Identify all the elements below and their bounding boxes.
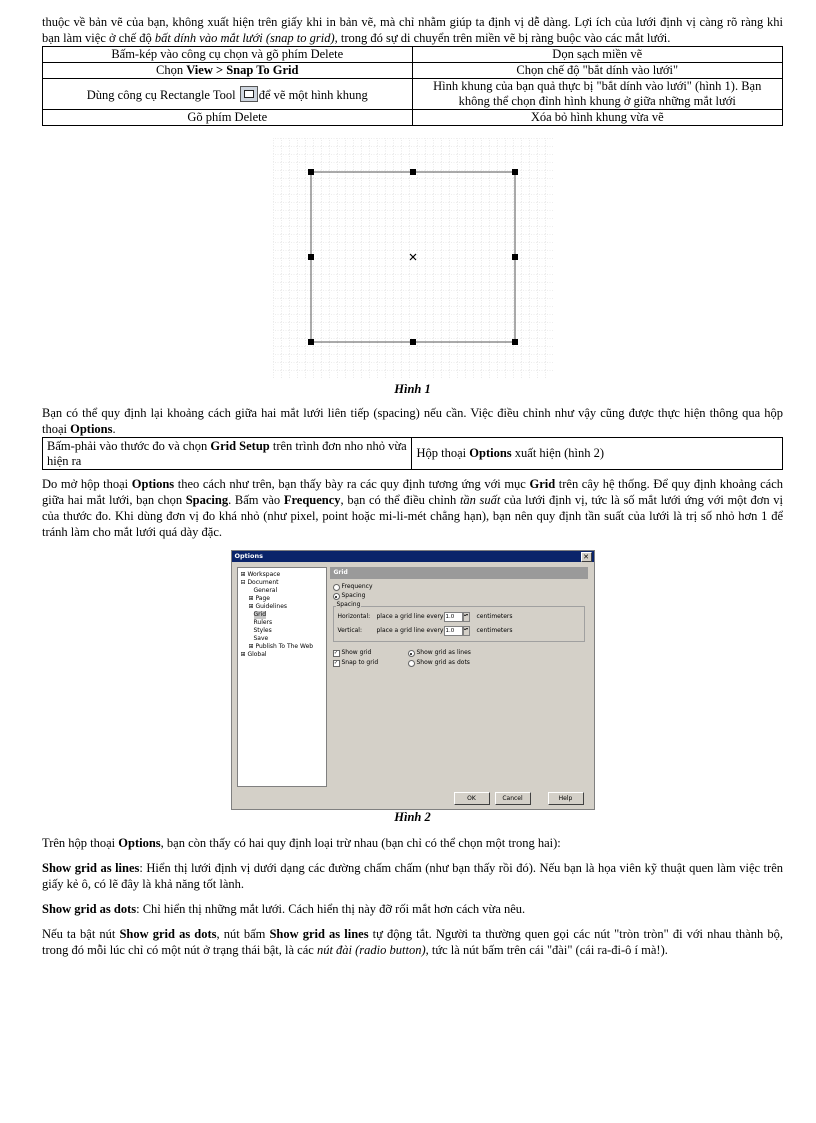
figure-1 bbox=[42, 138, 783, 397]
close-icon[interactable]: ✕ bbox=[581, 552, 592, 562]
handle-middle-right bbox=[512, 254, 518, 260]
vertical-spacing-input[interactable]: 1.0 bbox=[444, 626, 463, 636]
handle-bottom-center bbox=[410, 339, 416, 345]
horizontal-unit: centimeters bbox=[476, 613, 513, 620]
rectangle-tool-icon bbox=[240, 86, 258, 102]
grid-pane-title: Grid bbox=[330, 567, 588, 579]
show-grid-as-dots-label: Show grid as dots bbox=[416, 659, 470, 666]
tree-item-page[interactable]: ⊞ Page bbox=[248, 595, 270, 602]
tree-item-styles[interactable]: Styles bbox=[253, 627, 272, 634]
options-tree bbox=[237, 567, 327, 787]
horizontal-label: Horizontal: bbox=[337, 613, 371, 620]
table-cell: Xóa bỏ hình khung vừa vẽ bbox=[412, 110, 783, 126]
table-cell: Chọn chế độ "bắt dính vào lưới" bbox=[412, 63, 783, 79]
tree-item-general[interactable]: General bbox=[253, 587, 278, 594]
table-cell: Dùng công cụ Rectangle Tool để vẽ một hình khung bbox=[43, 79, 413, 110]
table-cell: Hình khung của bạn quả thực bị "bắt dính vào lưới" (hình 1). Bạn không thể chọn đỉnh hình khung ở giữa những mắt lưới bbox=[412, 79, 783, 110]
frequency-label: Frequency bbox=[341, 583, 373, 590]
spacing-label: Spacing bbox=[341, 592, 366, 599]
tree-item-global[interactable]: ⊞ Global bbox=[240, 651, 267, 658]
help-button[interactable]: Help bbox=[548, 792, 584, 805]
spacing-radio[interactable] bbox=[333, 593, 340, 600]
handle-middle-left bbox=[308, 254, 314, 260]
show-grid-as-lines-label: Show grid as lines bbox=[416, 649, 471, 656]
cancel-button[interactable]: Cancel bbox=[495, 792, 531, 805]
tree-item-document[interactable]: ⊟ Document bbox=[240, 579, 279, 586]
table-row bbox=[43, 79, 783, 110]
exclusive-options-paragraph: Trên hộp thoại Options, bạn còn thấy có hai quy định loại trừ nhau (bạn chỉ có thể chọn một trong hai): bbox=[42, 836, 561, 850]
vertical-unit: centimeters bbox=[476, 627, 513, 634]
spacing-group-label: Spacing bbox=[336, 601, 361, 608]
tree-item-guidelines[interactable]: ⊞ Guidelines bbox=[248, 603, 288, 610]
vertical-label: Vertical: bbox=[337, 627, 362, 634]
handle-top-right bbox=[512, 169, 518, 175]
table-cell: Bấm-phải vào thước đo và chọn Grid Setup trên trình đơn nho nhỏ vừa hiện ra bbox=[43, 438, 412, 470]
snap-steps-table bbox=[42, 46, 783, 126]
vertical-place-label: place a grid line every bbox=[376, 627, 444, 634]
table-row bbox=[43, 438, 783, 470]
snap-grid-rectangle-illustration bbox=[273, 138, 553, 378]
handle-top-center bbox=[410, 169, 416, 175]
tree-item-workspace[interactable]: ⊞ Workspace bbox=[240, 571, 281, 578]
show-grid-label: Show grid bbox=[341, 649, 372, 656]
document-page bbox=[42, 14, 783, 958]
table-cell: Hộp thoại Options xuất hiện (hình 2) bbox=[412, 438, 783, 470]
ok-button[interactable]: OK bbox=[454, 792, 490, 805]
intro-paragraph: thuộc về bản vẽ của bạn, không xuất hiện trên giấy khi in bản vẽ, mà chỉ nhằm giúp ta định vị dễ dàng. Lợi ích của lưới định vị càng rõ ràng khi bạn làm việc ở chế độ bất dính vào mắt lưới (snap to grid), trong đó sự di chuyển trên miền vẽ bị ràng buộc vào các mắt lưới. bbox=[42, 15, 783, 45]
frequency-radio[interactable] bbox=[333, 584, 340, 591]
table-cell: Gõ phím Delete bbox=[43, 110, 413, 126]
horizontal-spacing-input[interactable]: 1.0 bbox=[444, 612, 463, 622]
table-row bbox=[43, 47, 783, 63]
handle-bottom-left bbox=[308, 339, 314, 345]
show-grid-as-lines-radio[interactable] bbox=[408, 650, 415, 657]
show-grid-as-dots-radio[interactable] bbox=[408, 660, 415, 667]
options-dialog bbox=[231, 550, 595, 810]
figure-2 bbox=[42, 550, 783, 825]
show-grid-dots-paragraph: Show grid as dots: Chỉ hiển thị những mắt lưới. Cách hiển thị này đỡ rối mắt hơn cách vừa nêu. bbox=[42, 902, 526, 916]
handle-bottom-right bbox=[512, 339, 518, 345]
spacing-paragraph: Bạn có thể quy định lại khoảng cách giữa hai mắt lưới liên tiếp (spacing) nếu cần. Việc điều chỉnh như vậy cũng được thực hiện thông qua hộp thoại Options. bbox=[42, 406, 783, 436]
radio-button-paragraph: Nếu ta bật nút Show grid as dots, nút bấm Show grid as lines tự động tắt. Người ta thường quen gọi các nút "tròn tròn" đi với nhau thành bộ, trong đó mỗi lúc chỉ có một nút ở trạng thái bật, là các nút đài (radio button), tức là nút bấm trên cái "đài" (cái ra-đi-ô í mà!). bbox=[42, 927, 783, 957]
figure-1-caption: Hình 1 bbox=[394, 382, 431, 396]
snap-to-grid-label: Snap to grid bbox=[341, 659, 379, 666]
show-grid-lines-paragraph: Show grid as lines: Hiển thị lưới định vị dưới dạng các đường chấm chấm (như bạn thấy rồi đó). Nếu bạn là họa viên kỹ thuật quen làm việc trên giấy kẻ ô, có lẽ đây là khả năng tốt lành. bbox=[42, 861, 783, 891]
grid-setup-table bbox=[42, 437, 783, 470]
table-row bbox=[43, 110, 783, 126]
horizontal-spinner[interactable]: ▴▾ bbox=[463, 612, 470, 622]
tree-item-publish[interactable]: ⊞ Publish To The Web bbox=[248, 643, 314, 650]
snap-to-grid-checkbox[interactable]: ✓ bbox=[333, 660, 339, 666]
options-paragraph: Do mở hộp thoại Options theo cách như trên, bạn thấy bày ra các quy định tương ứng với mục Grid trên cây hệ thống. Để quy định khoảng cách giữa hai mắt lưới, bạn chọn Spacing. Bấm vào Frequency, bạn có thể điều chỉnh tần suất của lưới định vị, tức là số mắt lưới ứng với một đơn vị của thước đo. Khi dùng đơn vị đo khá nhỏ (như pixel, point hoặc mi-li-mét chẳng hạn), bạn nên quy định tần suất của lưới là trị số nhỏ hơn 1 để tránh làm cho mắt lưới quá dày đặc. bbox=[42, 477, 783, 539]
tree-item-grid[interactable]: Grid bbox=[253, 611, 267, 618]
table-cell: Dọn sạch miền vẽ bbox=[412, 47, 783, 63]
figure-2-caption: Hình 2 bbox=[394, 810, 431, 824]
vertical-spinner[interactable]: ▴▾ bbox=[463, 626, 470, 636]
show-grid-checkbox[interactable]: ✓ bbox=[333, 650, 339, 656]
table-cell: Chọn View > Snap To Grid bbox=[43, 63, 413, 79]
handle-top-left bbox=[308, 169, 314, 175]
dialog-title-bar: Options bbox=[232, 551, 594, 562]
tree-item-save[interactable]: Save bbox=[253, 635, 269, 642]
table-cell: Bấm-kép vào công cụ chọn và gõ phím Delete bbox=[43, 47, 413, 63]
table-row bbox=[43, 63, 783, 79]
tree-item-rulers[interactable]: Rulers bbox=[253, 619, 273, 626]
horizontal-place-label: place a grid line every bbox=[376, 613, 444, 620]
